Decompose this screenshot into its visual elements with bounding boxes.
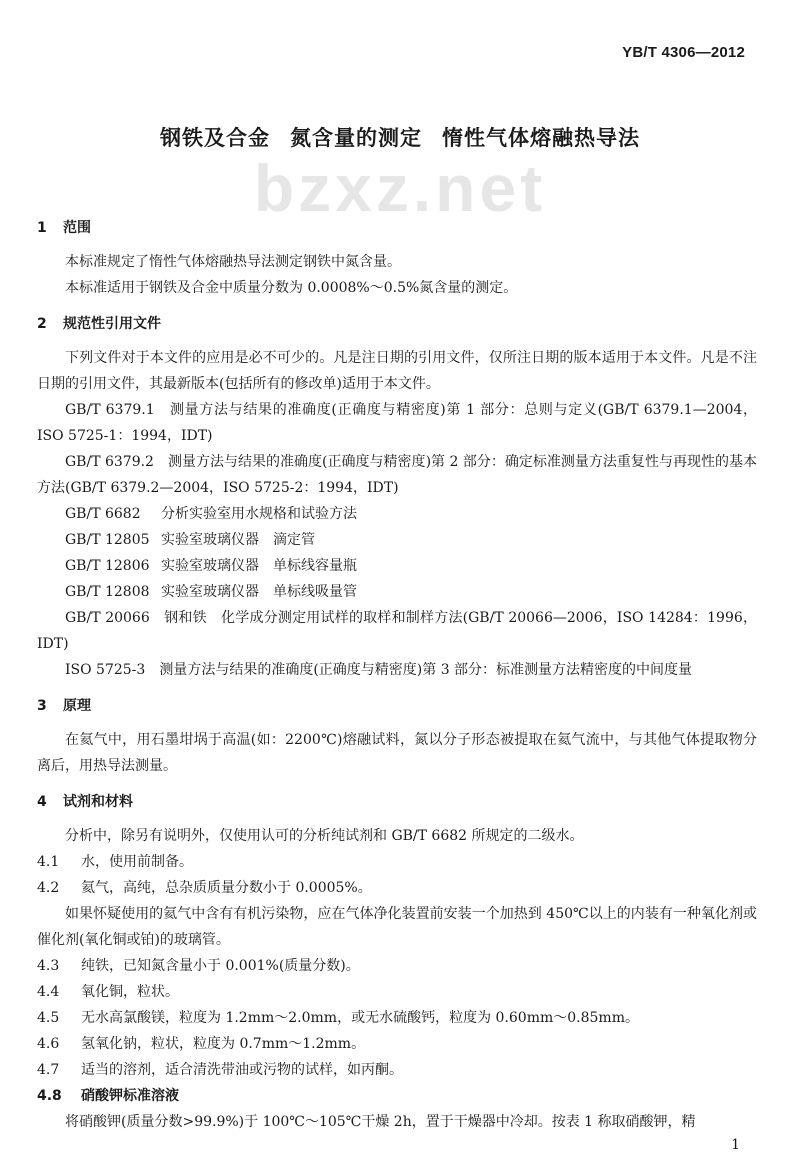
section-number: 1 <box>37 220 47 236</box>
reference-item <box>37 553 757 579</box>
section-number: 2 <box>37 316 47 332</box>
reference-item: GB/T 20066 钢和铁 化学成分测定用试样的取样和制样方法(GB/T 20066—2006，ISO 14284：1996，IDT) <box>37 610 757 652</box>
paragraph: 将硝酸钾(质量分数>99.9%)于 100℃～105℃干燥 2h，置于干燥器中冷却。按表 1 称取硝酸钾，精 <box>65 1114 696 1130</box>
title-part-3: 惰性气体熔融热导法 <box>442 126 640 150</box>
reference-code: GB/T 6682 <box>65 506 141 522</box>
paragraph: 本标准适用于钢铁及合金中质量分数为 0.0008%～0.5%氮含量的测定。 <box>65 280 518 296</box>
section-heading-normative-references <box>37 313 757 335</box>
item-text: 水，使用前制备。 <box>81 854 193 870</box>
section-heading-reagents <box>37 791 757 813</box>
document-title <box>0 122 800 152</box>
paragraph: 分析中，除另有说明外，仅使用认可的分析纯试剂和 GB/T 6682 所规定的二级水。 <box>65 828 584 844</box>
reference-code: GB/T 12808 <box>65 584 150 600</box>
reference-item: GB/T 6379.2 测量方法与结果的准确度(正确度与精密度)第 2 部分：确定标准测量方法重复性与再现性的基本方法(GB/T 6379.2—2004，ISO 5725-2：1994，IDT) <box>37 454 757 496</box>
list-item <box>37 1031 757 1057</box>
item-text: 氧化铜，粒状。 <box>81 984 179 1000</box>
standard-code: YB/T 4306—2012 <box>622 44 745 61</box>
reference-title: 分析实验室用水规格和试验方法 <box>161 506 357 522</box>
title-part-2: 氮含量的测定 <box>290 126 422 150</box>
item-text: 无水高氯酸镁，粒度为 1.2mm～2.0mm，或无水硫酸钙，粒度为 0.60mm～0.85mm。 <box>81 1010 639 1026</box>
list-item <box>37 849 757 875</box>
list-item <box>37 953 757 979</box>
reference-code: GB/T 12806 <box>65 558 150 574</box>
item-number: 4.5 <box>37 1010 60 1026</box>
document-body <box>37 205 757 1135</box>
item-title: 硝酸钾标准溶液 <box>81 1088 179 1104</box>
title-part-1: 钢铁及合金 <box>160 126 270 150</box>
item-text: 适当的溶剂，适合清洗带油或污物的试样，如丙酮。 <box>81 1062 403 1078</box>
item-number: 4.4 <box>37 984 60 1000</box>
reference-item <box>37 527 757 553</box>
watermark: bzxz.net <box>253 151 547 225</box>
item-text: 氢氧化钠，粒状，粒度为 0.7mm～1.2mm。 <box>81 1036 366 1052</box>
list-item <box>37 1057 757 1083</box>
reference-item <box>37 579 757 605</box>
item-text: 氦气，高纯，总杂质质量分数小于 0.0005%。 <box>81 880 372 896</box>
section-title: 范围 <box>63 220 91 236</box>
section-number: 3 <box>37 698 47 714</box>
reference-item <box>37 501 757 527</box>
note-paragraph: 如果怀疑使用的氦气中含有有机污染物，应在气体净化装置前安装一个加热到 450℃以上的内装有一种氧化剂或催化剂(氧化铜或铂)的玻璃管。 <box>37 906 757 948</box>
reference-title: 实验室玻璃仪器 单标线吸量管 <box>161 584 357 600</box>
subsection-heading <box>37 1083 757 1109</box>
item-text: 纯铁，已知氮含量小于 0.001%(质量分数)。 <box>81 958 360 974</box>
section-heading-principle <box>37 695 757 717</box>
section-title: 原理 <box>63 698 91 714</box>
section-heading-scope <box>37 217 757 239</box>
section-number: 4 <box>37 794 47 810</box>
item-number: 4.6 <box>37 1036 60 1052</box>
reference-code: GB/T 12805 <box>65 532 150 548</box>
item-number: 4.2 <box>37 880 60 896</box>
page-number: 1 <box>731 1137 740 1153</box>
list-item <box>37 979 757 1005</box>
section-title: 试剂和材料 <box>63 794 133 810</box>
item-number: 4.3 <box>37 958 60 974</box>
list-item <box>37 875 757 901</box>
paragraph: 下列文件对于本文件的应用是必不可少的。凡是注日期的引用文件，仅所注日期的版本适用于本文件。凡是不注日期的引用文件，其最新版本(包括所有的修改单)适用于本文件。 <box>37 350 757 392</box>
paragraph: 在氦气中，用石墨坩埚于高温(如：2200℃)熔融试料，氮以分子形态被提取在氦气流中，与其他气体提取物分离后，用热导法测量。 <box>37 732 757 774</box>
reference-title: 实验室玻璃仪器 单标线容量瓶 <box>161 558 357 574</box>
list-item <box>37 1005 757 1031</box>
item-number: 4.8 <box>37 1088 62 1104</box>
item-number: 4.1 <box>37 854 60 870</box>
reference-item: ISO 5725-3 测量方法与结果的准确度(正确度与精密度)第 3 部分：标准测量方法精密度的中间度量 <box>65 662 693 678</box>
section-title: 规范性引用文件 <box>63 316 161 332</box>
paragraph: 本标准规定了惰性气体熔融热导法测定钢铁中氮含量。 <box>65 254 401 270</box>
reference-item: GB/T 6379.1 测量方法与结果的准确度(正确度与精密度)第 1 部分：总则与定义(GB/T 6379.1—2004，ISO 5725-1：1994，IDT) <box>37 402 757 444</box>
item-number: 4.7 <box>37 1062 60 1078</box>
reference-title: 实验室玻璃仪器 滴定管 <box>161 532 315 548</box>
